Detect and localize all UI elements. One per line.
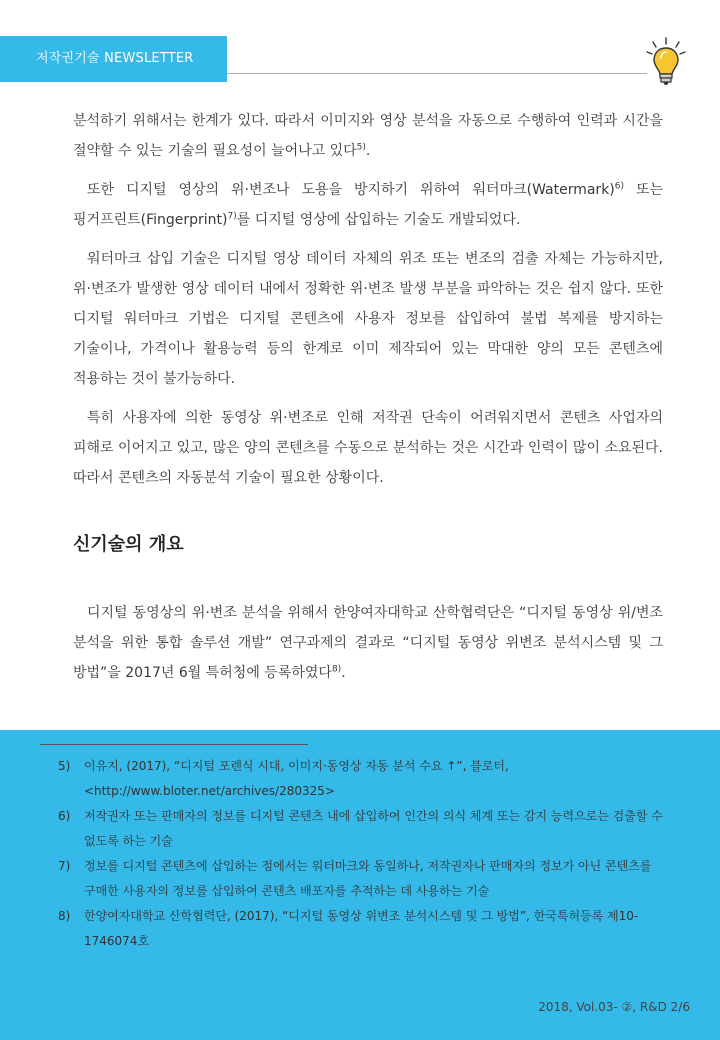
footnote-item: 6) 저작권자 또는 판매자의 정보를 디지털 콘텐츠 내에 삽입하여 인간의 의식 체계 또는 감지 능력으로는 검출할 수 없도록 하는 기술 — [58, 809, 663, 848]
page-number: 2018, Vol.03- ②, R&D 2/6 — [538, 1000, 690, 1014]
footnote-ref: 5) — [356, 142, 366, 153]
paragraph: 분석하기 위해서는 한계가 있다. 따라서 이미지와 영상 분석을 자동으로 수행하여 인력과 시간을 절약할 수 있는 기술의 필요성이 늘어나고 있다$^{5)}$. — [73, 113, 663, 159]
section-body — [73, 598, 663, 697]
paragraph: 디지털 동영상의 위·변조 분석을 위해서 한양여자대학교 산학협력단은 “디지털 동영상 위/변조 분석을 위한 통합 솔루션 개발” 연구과제의 결과로 “디지털 동영상 위변조 분석시스템 및 그 방법”을 2017년 6월 특허청에 등록하였다$^{8)}$. — [73, 605, 663, 681]
header-divider — [227, 73, 647, 74]
newsletter-title: 저작권기술 NEWSLETTER — [36, 51, 194, 66]
footnote-ref: 7) — [227, 211, 237, 222]
newsletter-header — [0, 36, 227, 82]
footnote-ref: 8) — [331, 664, 342, 675]
footnote-list — [58, 754, 678, 954]
footnote-item: 5) 이유지, (2017), “디지털 포렌식 시대, 이미지·동영상 자동 분석 수요 ↑”, 블로터, <http://www.bloter.net/archives/280325> — [58, 759, 509, 798]
paragraph: 또한 디지털 영상의 위·변조나 도용을 방지하기 위하여 워터마크(Watermark)$^{6)}$ 또는 핑거프린트(Fingerprint)$^{7)}$를 디지털 영상에 삽입하는 기술도 개발되었다. — [73, 181, 663, 228]
paragraph: 워터마크 삽입 기술은 디지털 영상 데이터 자체의 위조 또는 변조의 검출 자체는 가능하지만, 위·변조가 발생한 영상 데이터 내에서 정확한 위·변조 발생 부분을 파악하는 것은 쉽지 않다. 또한 디지털 워터마크 기법은 디지털 콘텐츠에 사용자 정보를 삽입하여 불법 복제를 방지하는 기술이나, 가격이나 활용능력 등의 한계로 이미 제작되어 있는 막대한 양의 모든 콘텐츠에 적용하는 것이 불가능하다. — [73, 251, 663, 387]
footnote-divider — [40, 744, 308, 745]
intro-text — [73, 106, 663, 502]
footnote-ref: 6) — [614, 181, 625, 192]
footnote-item: 8) 한양여자대학교 산학협력단, (2017), “디지털 동영상 위변조 분석시스템 및 그 방법”, 한국특허등록 제10-1746074호 — [58, 909, 639, 948]
footnote-item: 7) 정보를 디지털 콘텐츠에 삽입하는 점에서는 워터마크와 동일하나, 저작권자나 판매자의 정보가 아닌 콘텐츠를 구매한 사용자의 정보를 삽입하여 콘텐츠 배포자를 추적하는 데 사용하는 기술 — [58, 859, 652, 898]
lightbulb-icon — [644, 36, 688, 88]
footnote-panel — [0, 730, 720, 1040]
paragraph: 특히 사용자에 의한 동영상 위·변조로 인해 저작권 단속이 어려워지면서 콘텐츠 사업자의 피해로 이어지고 있고, 많은 양의 콘텐츠를 수동으로 분석하는 것은 시간과 인력이 많이 소요된다. 따라서 콘텐츠의 자동분석 기술이 필요한 상황이다. — [73, 410, 663, 486]
section-title: 신기술의 개요 — [73, 534, 184, 555]
